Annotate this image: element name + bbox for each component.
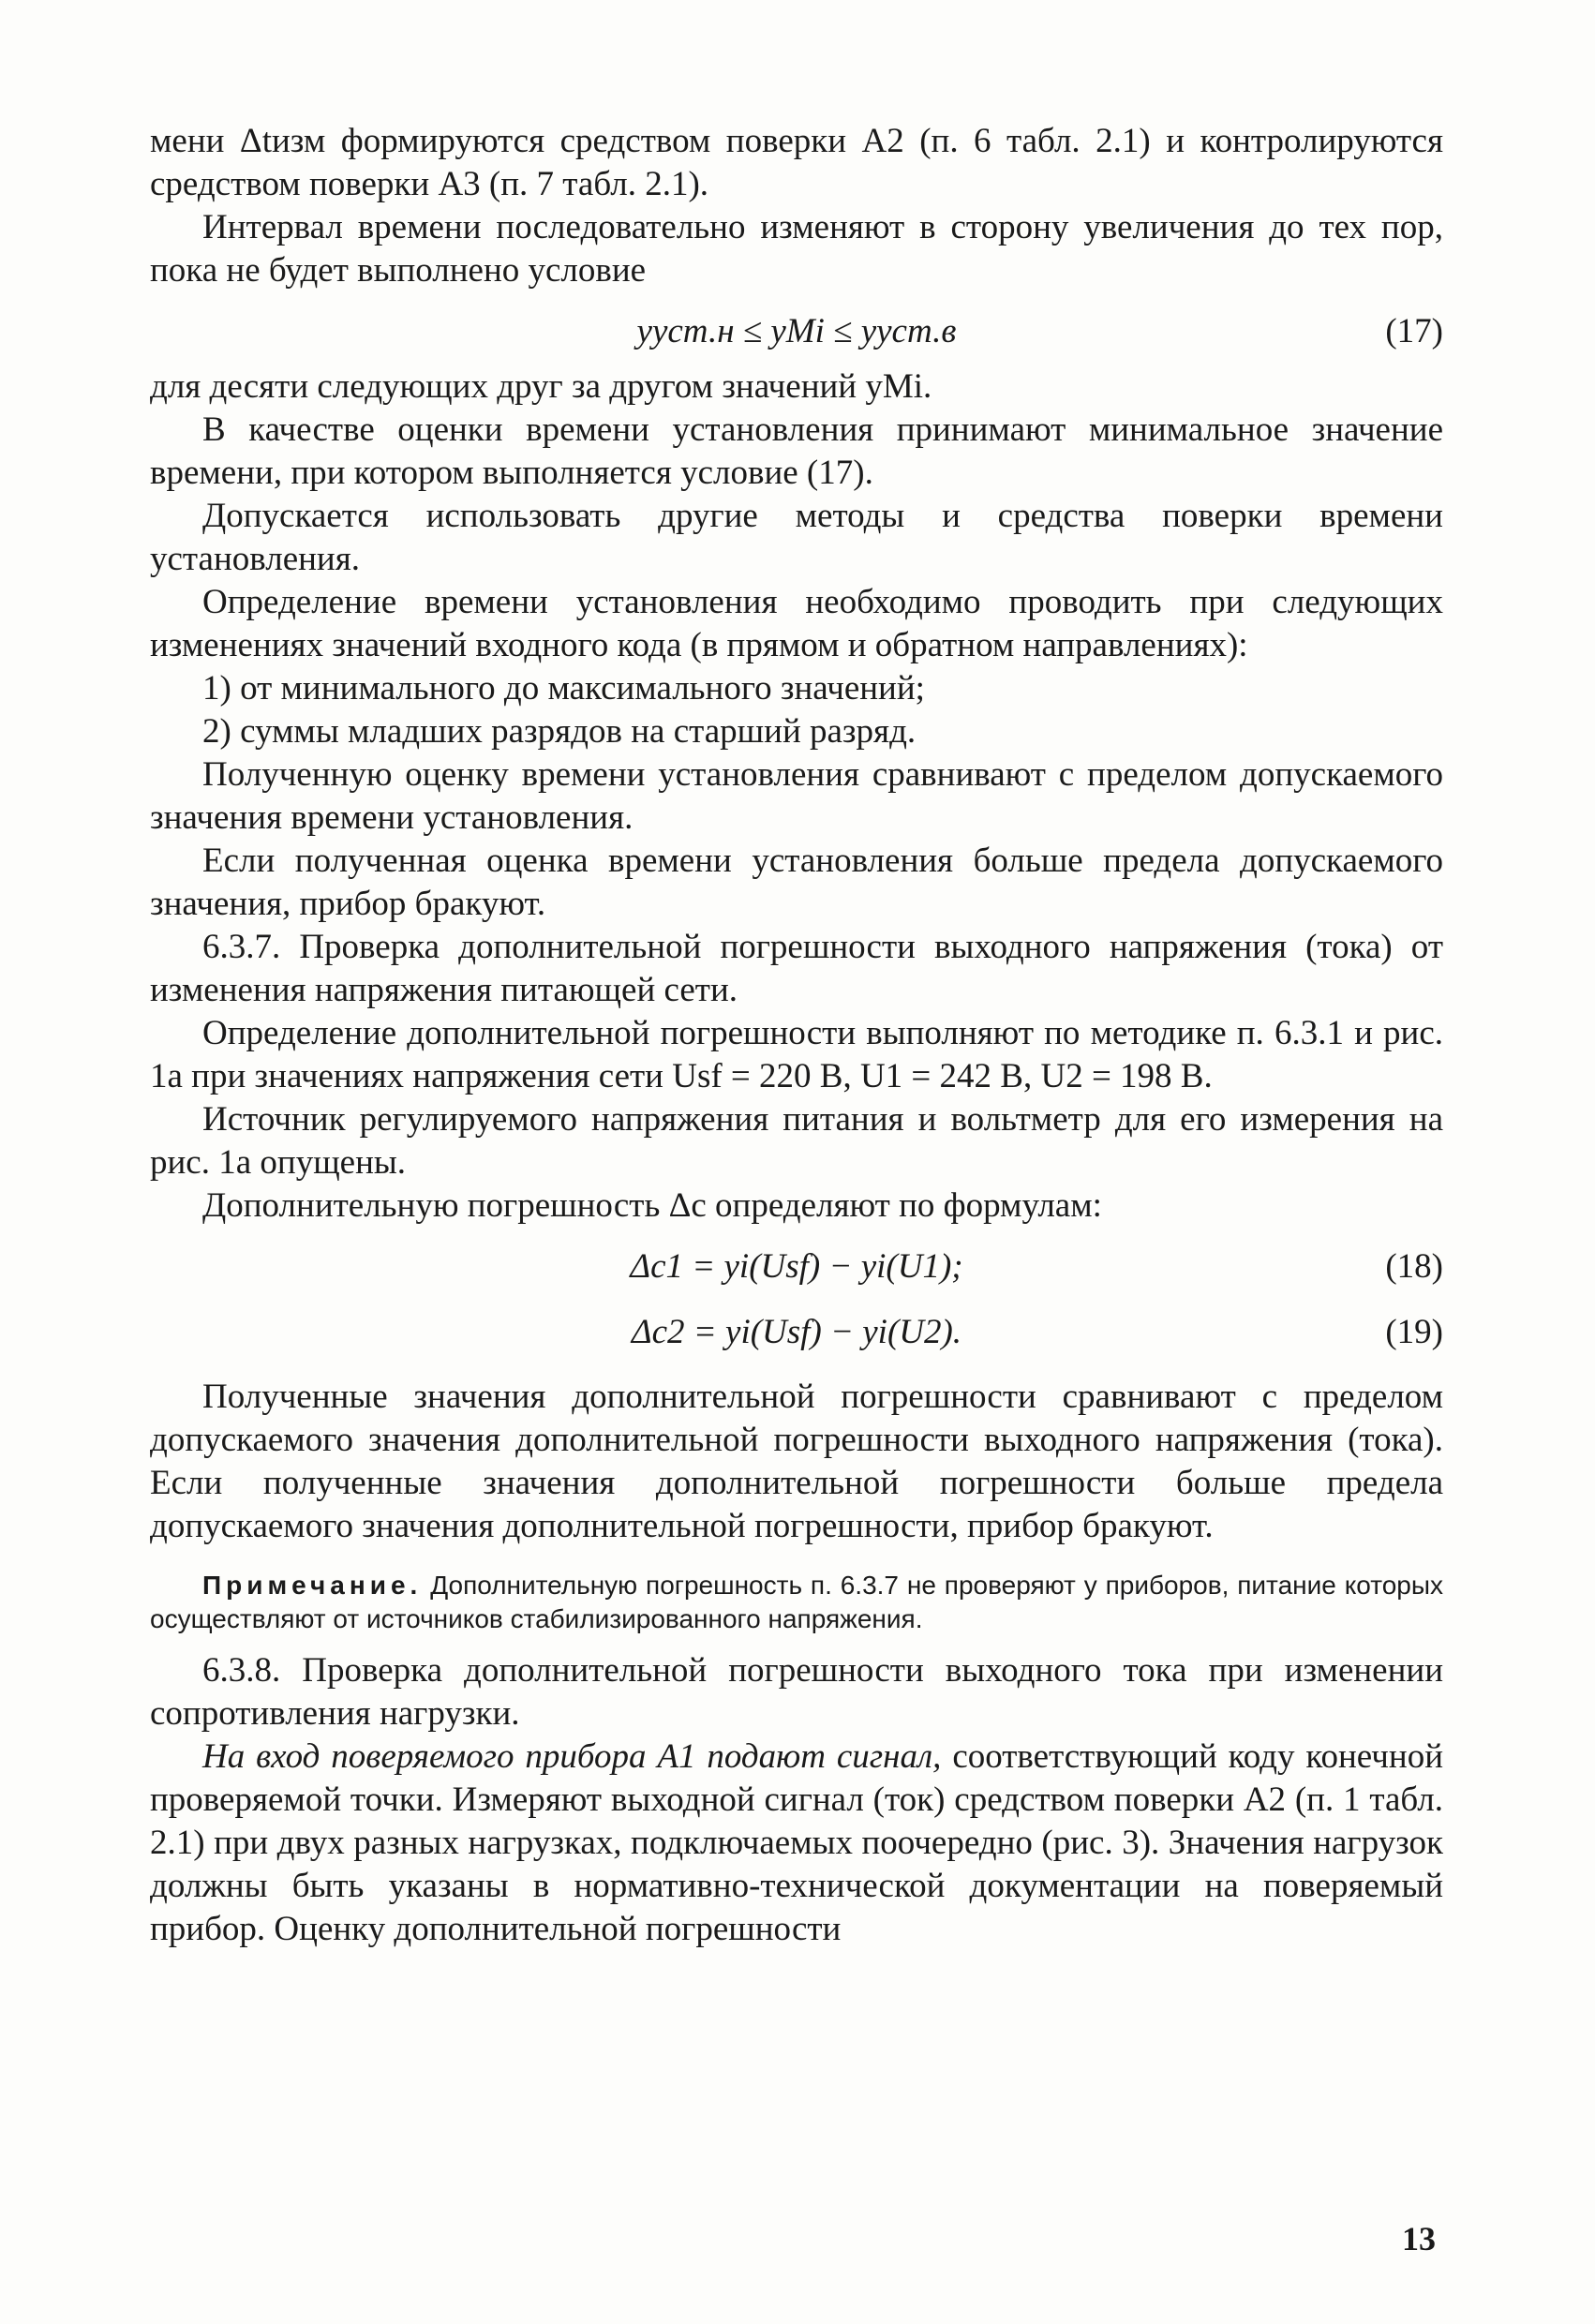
paragraph-estimate: В качестве оценки времени установления принимают минимальное значение времени, при котором выполняется условие (17). — [150, 410, 1443, 492]
paragraph-other-methods: Допускается использовать другие методы и средства поверки времени установления. — [150, 497, 1443, 578]
formula-18-number: (18) — [1385, 1247, 1443, 1286]
paragraph-compare: Полученную оценку времени установления сравнивают с пределом допускаемого значения времени установления. — [150, 755, 1443, 837]
paragraph-ten-values: для десяти следующих друг за другом значений yMi. — [150, 367, 932, 406]
paragraph-procedure-rest: соответствующий коду конечной проверяемой точки. Измеряют выходной сигнал (ток) средством поверки А2 (п. 1 табл. 2.1) при двух разных нагрузках, подключаемых поочередно (рис. 3). Значения нагрузок должны быть указаны в нормативно-технической документации на поверяемый прибор. Оценку дополнительной погрешности — [150, 1737, 1443, 1948]
list-item-2: 2) суммы младших разрядов на старший разряд. — [202, 712, 917, 751]
formula-19-expression: Δc2 = yi(Usf) − yi(U2). — [631, 1313, 962, 1351]
formula-18-expression: Δc1 = yi(Usf) − yi(U1); — [630, 1247, 963, 1286]
paragraph-compare-additional: Полученные значения дополнительной погрешности сравнивают с пределом допускаемого значения дополнительной погрешности выходного напряжения (тока). Если полученные значения дополнительной погрешности больше предела допускаемого значения дополнительной погрешности, прибор бракуют. — [150, 1378, 1443, 1545]
paragraph-source: Источник регулируемого напряжения питания и вольтметр для его измерения на рис. 1а опущены. — [150, 1100, 1443, 1182]
formula-19 — [150, 1306, 1443, 1359]
page-body — [150, 120, 1443, 1951]
formula-19-number: (19) — [1385, 1313, 1443, 1351]
paragraph-formulas-intro: Дополнительную погрешность Δc определяют по формулам: — [202, 1186, 1102, 1225]
formula-17 — [150, 305, 1443, 358]
paragraph-method: Определение дополнительной погрешности выполняют по методике п. 6.3.1 и рис. 1а при значениях напряжения сети Usf = 220 В, U1 = 242 В, U2 = 198 В. — [150, 1014, 1443, 1095]
paragraph-determination: Определение времени установления необходимо проводить при следующих изменениях значений входного кода (в прямом и обратном направлениях): — [150, 583, 1443, 664]
note — [150, 1569, 1443, 1636]
paragraph-reject: Если полученная оценка времени установления больше предела допускаемого значения, прибор бракуют. — [150, 842, 1443, 923]
formula-18 — [150, 1241, 1443, 1293]
formula-17-number: (17) — [1385, 312, 1443, 350]
list-item-1: 1) от минимального до максимального значений; — [202, 669, 925, 708]
paragraph-interval: Интервал времени последовательно изменяют в сторону увеличения до тех пор, пока не будет выполнено условие — [150, 208, 1443, 290]
section-6-3-8-heading: 6.3.8. Проверка дополнительной погрешности выходного тока при изменении сопротивления нагрузки. — [150, 1651, 1443, 1733]
note-text: Дополнительную погрешность п. 6.3.7 не проверяют у приборов, питание которых осуществляют от источников стабилизированного напряжения. — [150, 1571, 1443, 1633]
formula-17-expression: yуст.н ≤ yMi ≤ yуст.в — [636, 312, 957, 350]
paragraph-continuation: мени Δtизм формируются средством поверки А2 (п. 6 табл. 2.1) и контролируются средством поверки А3 (п. 7 табл. 2.1). — [150, 122, 1443, 203]
note-label: Примечание. — [202, 1571, 423, 1600]
section-6-3-7-heading: 6.3.7. Проверка дополнительной погрешности выходного напряжения (тока) от изменения напряжения питающей сети. — [150, 928, 1443, 1009]
paragraph-procedure-italic: На вход поверяемого прибора А1 подают сигнал, — [202, 1737, 942, 1776]
page-number: 13 — [1402, 2220, 1436, 2257]
paragraph-procedure — [150, 1736, 1443, 1951]
